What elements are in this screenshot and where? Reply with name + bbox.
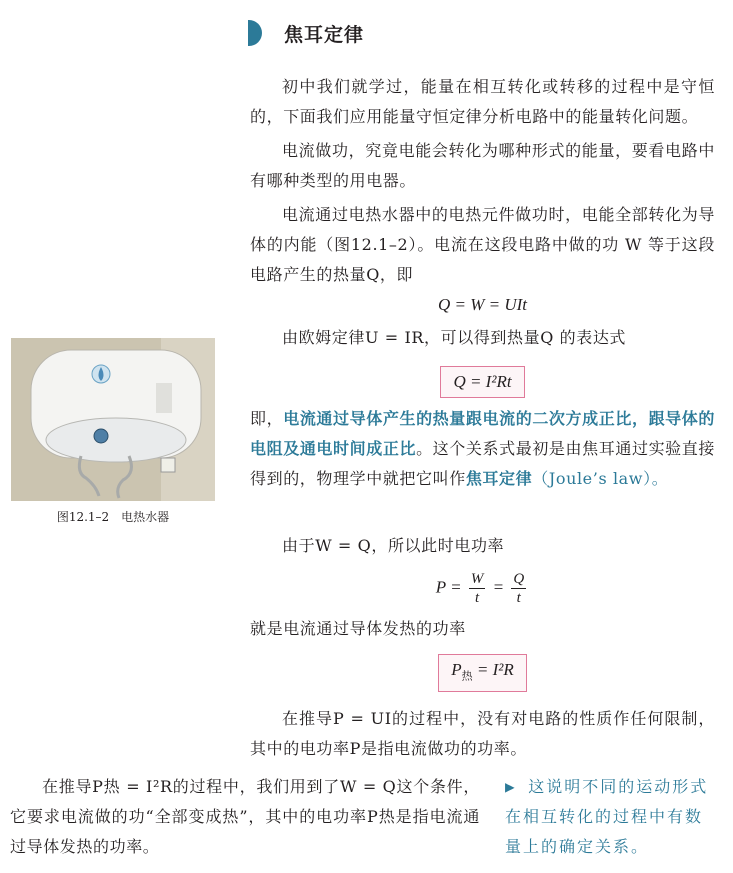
joule-mid: 。这个关系式最初是由焦耳通过实验直接得到的，物理学中就把它叫作 xyxy=(250,439,715,488)
paragraph-w-equals-q: 由于W = Q，所以此时电功率 xyxy=(282,536,505,555)
section-heading xyxy=(248,18,364,48)
paragraph-joule-law xyxy=(250,404,715,494)
paragraph-water-heater: 电流通过电热水器中的电热元件做功时，电能全部转化为导体的内能（图12.1–2）。电流在这段电路中做的功 W 等于这段电路产生的热量Q，即 xyxy=(250,205,715,284)
heat-power-sub: 热 xyxy=(461,669,473,683)
frac-w-den: t xyxy=(475,590,480,606)
section-title: 焦耳定律 xyxy=(284,23,365,46)
heat-power-rest: = I²R xyxy=(472,660,514,679)
power-eq: = xyxy=(492,577,505,597)
heat-power-p: P xyxy=(451,660,462,679)
paragraph-current-work: 电流做功，究竟电能会转化为哪种形式的能量，要看电路中有哪种类型的用电器。 xyxy=(250,141,715,190)
paragraph-ohms-law: 由欧姆定律U = IR，可以得到热量Q 的表达式 xyxy=(282,328,627,347)
water-heater-illustration xyxy=(11,338,215,501)
paragraph-energy-conservation: 初中我们就学过，能量在相互转化或转移的过程中是守恒的，下面我们应用能量守恒定律分析电路中的能量转化问题。 xyxy=(250,77,715,126)
joule-law-statement: 电流通过导体产生的热量跟电流的二次方成正比，跟导体的电阻及通电时间成正比 xyxy=(250,409,715,458)
paragraph-heating-power: 就是电流通过导体发热的功率 xyxy=(250,619,466,638)
joule-law-term: 焦耳定律 xyxy=(465,469,533,488)
joule-english: （Joule’s law）。 xyxy=(532,469,669,488)
frac-w-num: W xyxy=(470,571,484,587)
derivation-note-text: 在推导P热 = I²R的过程中，我们用到了W = Q这个条件，它要求电流做的功“全部变成热”，其中的电功率P热是指电流通过导体发热的功率。 xyxy=(10,777,480,856)
joule-prefix: 即， xyxy=(250,409,284,428)
paragraph-derivation: 在推导P = UI的过程中，没有对电路的性质作任何限制，其中的电功率P是指电流做功的功率。 xyxy=(250,709,715,758)
power-lhs: P = xyxy=(435,577,462,597)
photo-caption: 图12.1–2 电热水器 xyxy=(56,510,170,524)
formula-heat-power-box xyxy=(250,654,715,692)
formula-heat-power xyxy=(438,654,527,692)
side-note: ▶ 这说明不同的运动形式在相互转化的过程中有数量上的确定关系。 xyxy=(505,777,709,856)
fraction-q-t xyxy=(511,570,526,607)
heading-marker xyxy=(248,20,262,46)
formula-joule-box xyxy=(250,366,715,398)
derivation-note xyxy=(10,772,480,862)
formula-power-fraction xyxy=(250,570,715,607)
formula-q-w-uit: Q = W = UIt xyxy=(437,295,528,314)
fraction-w-t xyxy=(469,570,486,607)
formula-joule: Q = I²Rt xyxy=(440,366,524,398)
frac-q-den: t xyxy=(516,590,521,606)
frac-q-num: Q xyxy=(513,571,525,587)
water-heater-photo xyxy=(11,338,215,501)
